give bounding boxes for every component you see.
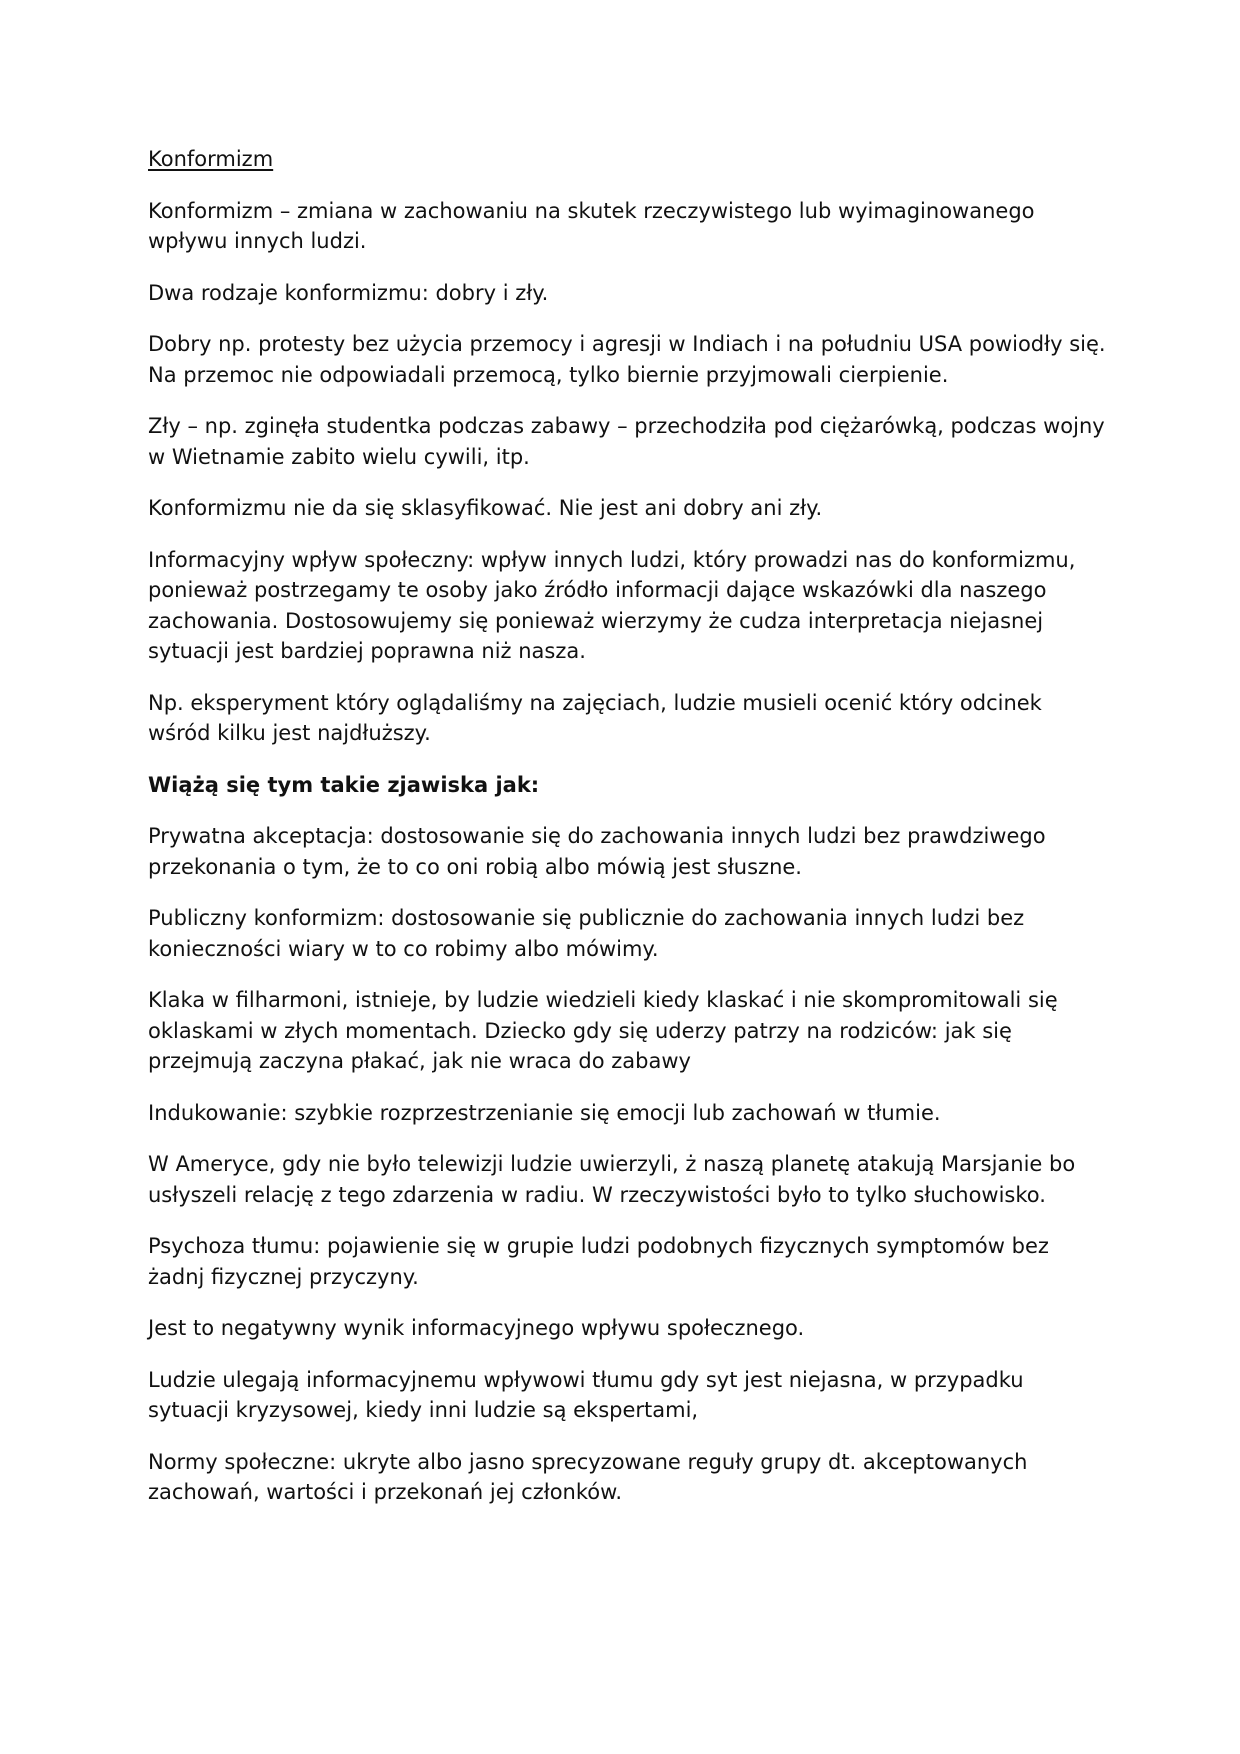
section-heading-phenomena: Wiążą się tym takie zjawiska jak: xyxy=(148,772,540,797)
paragraph-good-example: Dobry np. protesty bez użycia przemocy i agresji w Indiach i na południu USA powiodły się. Na przemoc nie odpowiadali przemocą, tylko biernie przyjmowali cierpienie. xyxy=(148,332,1106,387)
paragraph-definition: Konformizm – zmiana w zachowaniu na skutek rzeczywistego lub wyimaginowanego wpływu innych ludzi. xyxy=(148,198,1035,253)
paragraph-experiment: Np. eksperyment który oglądaliśmy na zajęciach, ludzie musieli ocenić który odcinek wśród kilku jest najdłuższy. xyxy=(148,690,1042,745)
paragraph-negative-result: Jest to negatywny wynik informacyjnego wpływu społecznego. xyxy=(148,1316,805,1340)
paragraph-martians: W Ameryce, gdy nie było telewizji ludzie uwierzyli, ż naszą planetę atakują Marsjanie bo usłyszeli relację z tego zdarzenia w radiu. W rzeczywistości było to tylko słuchowisko. xyxy=(148,1152,1076,1207)
paragraph-claque: Klaka w filharmoni, istnieje, by ludzie wiedzieli kiedy klaskać i nie skompromitowali się oklaskami w złych momentach. Dziecko gdy się uderzy patrzy na rodziców: jak się przejmują zaczyna płakać, jak nie wraca do zabawy xyxy=(148,988,1058,1073)
paragraph-mass-psychosis: Psychoza tłumu: pojawienie się w grupie ludzi podobnych fizycznych symptomów bez żadnj fizycznej przyczyny. xyxy=(148,1234,1049,1289)
paragraph-informational-influence: Informacyjny wpływ społeczny: wpływ innych ludzi, który prowadzi nas do konformizmu, ponieważ postrzegamy te osoby jako źródło informacji dające wskazówki dla naszego zachowania. Dostosowujemy się ponieważ wierzymy że cudza interpretacja niejasnej sytuacji jest bardziej poprawna niż nasza. xyxy=(148,547,1076,663)
document-page xyxy=(148,144,1108,1529)
paragraph-classification: Konformizmu nie da się sklasyfikować. Nie jest ani dobry ani zły. xyxy=(148,496,823,520)
paragraph-induction: Indukowanie: szybkie rozprzestrzenianie się emocji lub zachowań w tłumie. xyxy=(148,1100,941,1125)
paragraph-private-acceptance: Prywatna akceptacja: dostosowanie się do zachowania innych ludzi bez prawdziwego przekonania o tym, że to co oni robią albo mówią jest słuszne. xyxy=(148,824,1046,879)
paragraph-public-conformity: Publiczny konformizm: dostosowanie się publicznie do zachowania innych ludzi bez konieczności wiary w to co robimy albo mówimy. xyxy=(148,906,1025,961)
paragraph-bad-example: Zły – np. zginęła studentka podczas zabawy – przechodziła pod ciężarówką, podczas wojny w Wietnamie zabito wielu cywili, itp. xyxy=(148,414,1105,469)
document-title: Konformizm xyxy=(148,147,274,171)
paragraph-types: Dwa rodzaje konformizmu: dobry i zły. xyxy=(148,280,549,305)
paragraph-when-people-yield: Ludzie ulegają informacyjnemu wpływowi tłumu gdy syt jest niejasna, w przypadku sytuacji kryzysowej, kiedy inni ludzie są ekspertami, xyxy=(148,1367,1024,1422)
paragraph-social-norms: Normy społeczne: ukryte albo jasno sprecyzowane reguły grupy dt. akceptowanych zachowań, wartości i przekonań jej członków. xyxy=(148,1449,1028,1504)
